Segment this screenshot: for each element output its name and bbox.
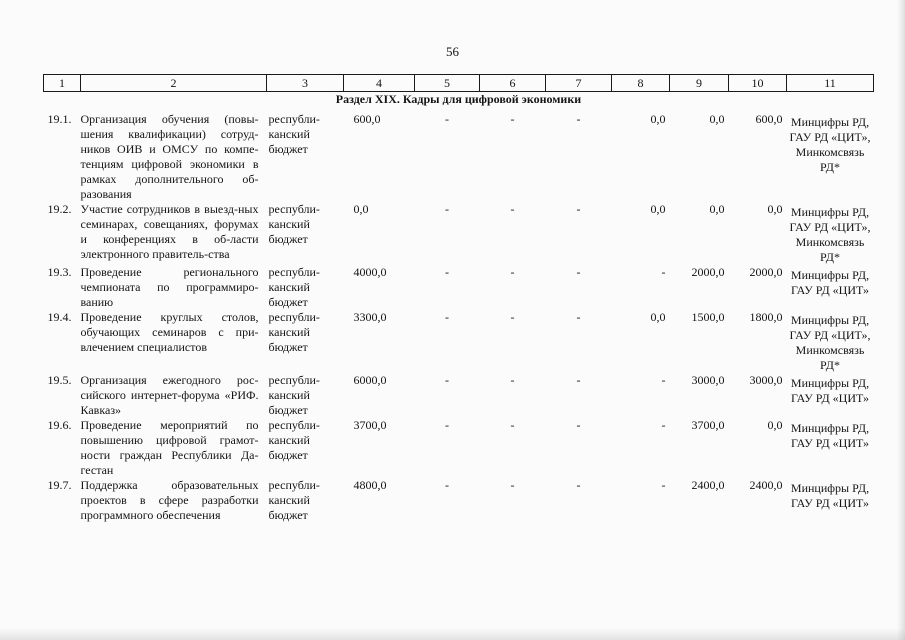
funding-source: республи-канский бюджет [268, 310, 320, 354]
amount-col-5: - [445, 418, 449, 432]
amount-col-9: 1500,0 [691, 310, 725, 324]
responsible-bodies: Минцифры РД, ГАУ РД «ЦИТ», Минкомсвязь РД* [789, 313, 871, 372]
measure-name: Проведение регионального чемпионата по программиро-ванию [80, 265, 259, 309]
responsible-bodies: Минцифры РД, ГАУ РД «ЦИТ» [790, 376, 870, 405]
amount-col-9: 2000,0 [691, 265, 725, 279]
amount-col-9: 0,0 [709, 112, 725, 126]
funding-source: республи-канский бюджет [268, 418, 320, 462]
amount-col-7: - [576, 478, 581, 492]
total-amount: 3300,0 [353, 310, 387, 324]
amount-col-8: 0,0 [650, 202, 666, 216]
amount-col-8: 0,0 [650, 112, 666, 126]
table-row [44, 265, 874, 310]
budget-table [43, 74, 874, 523]
amount-col-7: - [576, 310, 581, 324]
responsible-bodies: Минцифры РД, ГАУ РД «ЦИТ» [790, 481, 870, 510]
amount-col-6: - [510, 265, 515, 279]
amount-col-7: - [576, 202, 581, 216]
responsible-bodies: Минцифры РД, ГАУ РД «ЦИТ», Минкомсвязь РД* [789, 205, 871, 264]
amount-col-5: - [445, 112, 449, 126]
funding-source: республи-канский бюджет [268, 265, 320, 309]
table-row [44, 418, 874, 478]
amount-col-6: - [510, 418, 515, 432]
responsible-bodies: Минцифры РД, ГАУ РД «ЦИТ» [790, 268, 870, 297]
amount-col-8: - [661, 265, 666, 279]
total-amount: 0,0 [353, 202, 369, 216]
column-header: 4 [344, 75, 415, 92]
amount-col-10: 3000,0 [749, 373, 783, 387]
row-number: 19.4. [47, 310, 72, 324]
column-header: 5 [415, 75, 480, 92]
measure-name: Организация обучения (повы-шения квалификации) сотруд-ников ОИВ и ОМСУ по компе-тенциям цифровой экономики в рамках дополнительного об-разования [80, 112, 259, 201]
total-amount: 4000,0 [353, 265, 387, 279]
row-number: 19.6. [47, 418, 72, 432]
amount-col-7: - [576, 418, 581, 432]
column-header: 10 [729, 75, 787, 92]
row-number: 19.5. [47, 373, 72, 387]
amount-col-7: - [576, 373, 581, 387]
row-number: 19.1. [47, 112, 72, 126]
column-header: 9 [670, 75, 729, 92]
amount-col-9: 0,0 [709, 202, 725, 216]
amount-col-9: 2400,0 [691, 478, 725, 492]
amount-col-10: 2400,0 [749, 478, 783, 492]
measure-name: Участие сотрудников в выезд-ных семинарах, совещаниях, форумах и конференциях в об-ласти электронного правитель-ства [80, 202, 259, 261]
table-row [44, 310, 874, 373]
column-header: 6 [480, 75, 546, 92]
row-number: 19.2. [47, 202, 72, 216]
measure-name: Проведение мероприятий по повышению цифровой грамот-ности граждан Республики Да-гестан [80, 418, 259, 477]
column-header: 1 [44, 75, 81, 92]
column-header: 3 [267, 75, 344, 92]
table-row [44, 478, 874, 523]
amount-col-7: - [576, 265, 581, 279]
amount-col-10: 0,0 [767, 202, 783, 216]
amount-col-9: 3000,0 [691, 373, 725, 387]
row-number: 19.7. [47, 478, 72, 492]
total-amount: 4800,0 [353, 478, 387, 492]
amount-col-8: - [661, 478, 666, 492]
amount-col-9: 3700,0 [691, 418, 725, 432]
amount-col-6: - [510, 373, 515, 387]
measure-name: Организация ежегодного рос-сийского интернет-форума «РИФ. Кавказ» [80, 373, 259, 417]
table-row [44, 202, 874, 265]
amount-col-10: 2000,0 [749, 265, 783, 279]
amount-col-5: - [445, 265, 449, 279]
amount-col-7: - [576, 112, 581, 126]
total-amount: 6000,0 [353, 373, 387, 387]
amount-col-5: - [445, 478, 449, 492]
column-header: 11 [787, 75, 874, 92]
measure-name: Поддержка образовательных проектов в сфере разработки программного обеспечения [80, 478, 259, 522]
column-header-row [44, 75, 874, 92]
amount-col-8: - [661, 418, 666, 432]
responsible-bodies: Минцифры РД, ГАУ РД «ЦИТ», Минкомсвязь РД* [789, 115, 871, 174]
amount-col-5: - [445, 373, 449, 387]
responsible-bodies: Минцифры РД, ГАУ РД «ЦИТ» [790, 421, 870, 450]
table-row [44, 373, 874, 418]
section-title: Раздел XIX. Кадры для цифровой экономики [335, 92, 582, 106]
amount-col-6: - [510, 112, 515, 126]
funding-source: республи-канский бюджет [268, 478, 320, 522]
column-header: 2 [81, 75, 267, 92]
scan-bottom-shadow [0, 628, 905, 640]
column-header: 7 [546, 75, 612, 92]
amount-col-10: 600,0 [755, 112, 783, 126]
funding-source: республи-канский бюджет [268, 373, 320, 417]
amount-col-6: - [510, 310, 515, 324]
column-header: 8 [612, 75, 670, 92]
amount-col-6: - [510, 478, 515, 492]
table-row [44, 112, 874, 202]
amount-col-6: - [510, 202, 515, 216]
amount-col-10: 1800,0 [749, 310, 783, 324]
funding-source: республи-канский бюджет [268, 202, 320, 246]
amount-col-8: - [661, 373, 666, 387]
measure-name: Проведение круглых столов, обучающих семинаров с при-влечением специалистов [80, 310, 259, 354]
total-amount: 600,0 [353, 112, 381, 126]
amount-col-5: - [445, 310, 449, 324]
funding-source: республи-канский бюджет [268, 112, 320, 156]
row-number: 19.3. [47, 265, 72, 279]
amount-col-5: - [445, 202, 449, 216]
section-header-row [44, 92, 874, 113]
amount-col-8: 0,0 [650, 310, 666, 324]
page-number: 56 [446, 44, 459, 59]
amount-col-10: 0,0 [767, 418, 783, 432]
scan-edge-shadow [897, 0, 905, 640]
total-amount: 3700,0 [353, 418, 387, 432]
